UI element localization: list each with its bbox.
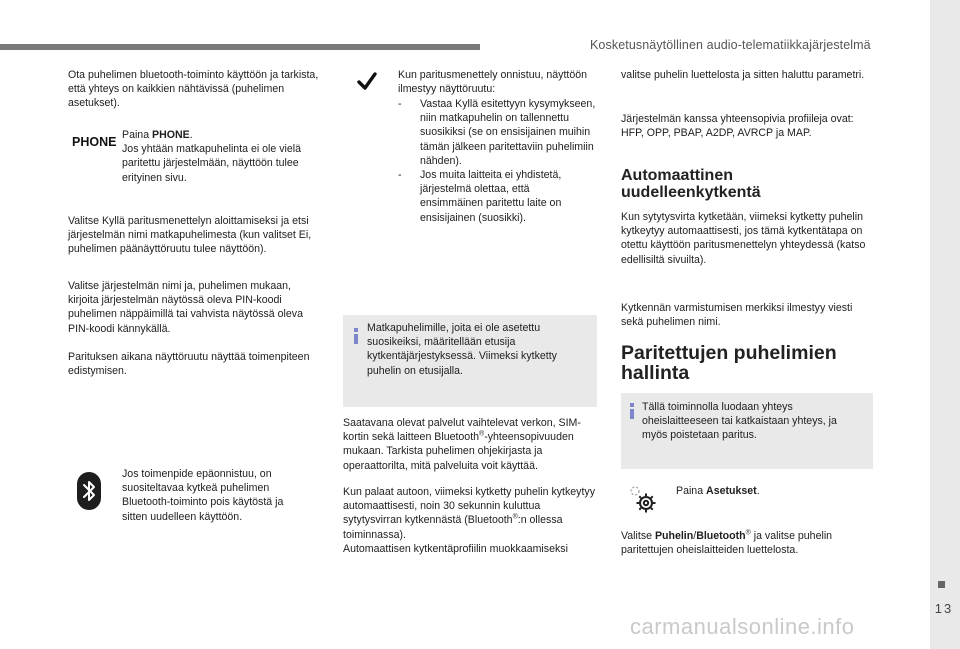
auto-return-paragraph [343,485,599,556]
pairing-success-paragraph: Kun paritusmenettely onnistuu, näyttöön ilmestyy näyttöruutu: [398,69,588,96]
bluetooth-label: Bluetooth [696,530,746,542]
press-suffix: . [189,129,193,141]
auto-return-text-b: :n ollessa toiminnassa). [343,514,563,541]
paired-info-box [621,393,873,469]
select-prefix: Valitse [621,530,655,542]
auto-return-text-a: Kun palaat autoon, viimeksi kytketty puhelin kytkeytyy automaattisesti, noin 30 sekunnin kuluttua sytytysvirran kytkennästä (Bluetooth [343,486,596,527]
connection-confirm-paragraph: Kytkennän varmistumisen merkiksi ilmestyy viesti sekä puhelimen nimi. [621,302,853,329]
watermark: carmanualsonline.info [630,614,855,639]
select-yes-paragraph: Valitse Kyllä paritusmenettelyn aloittamiseksi ja etsi järjestelmän nimi matkapuhelimesta (kun valitset Ei, puhelimen päänäyttöruutu tulee näyttöön). [68,215,312,256]
bullet-favorite: Vastaa Kyllä esitettyyn kysymykseen, niin matkapuhelin on tallennettu suosikiksi (se on ensisijainen muihin tämän jälkeen paritettaviin puhelimiin nähden). [420,98,596,167]
intro-paragraph: Ota puhelimen bluetooth-toiminto käyttöön ja tarkista, että yhteys on kaikkien nähtävissä (puhelimen asetukset). [68,69,319,110]
bluetooth-icon [77,472,101,510]
select-phone-bluetooth-paragraph [621,529,871,557]
gear-icon [628,484,658,514]
priority-info-box [343,315,597,407]
phone-button-icon: PHONE [72,135,117,149]
press-phone-label: PHONE [152,129,190,141]
registered-mark: ® [479,430,485,438]
bullet-dash: - [398,98,402,110]
header-rule [0,44,480,50]
priority-info-text: Matkapuhelimille, joita ei ole asetettu suosikeiksi, määritellään etusija kytkentäjärjestyksessä. Viimeksi kytketty puhelin on etusijalla. [367,322,557,377]
profiles-paragraph: Järjestelmän kanssa yhteensopivia profiileja ovat: HFP, OPP, PBAP, A2DP, AVRCP ja MAP. [621,113,854,140]
info-icon [630,409,634,419]
bluetooth-retry-note: Jos toimenpide epäonnistuu, on suositeltavaa kytkeä puhelimen Bluetooth-toiminto pois käytöstä ja sitten uudelleen käyttöön. [122,468,284,523]
select-suffix: ja valitse puhelin paritettujen oheislaitteiden luettelosta. [621,530,833,557]
phone-label: Puhelin [654,530,694,542]
settings-label: Asetukset [706,485,757,497]
services-text-a: Saatavana olevat palvelut vaihtelevat verkon, SIM-kortin sekä laitteen Bluetooth [343,417,581,444]
bullet-dash: - [398,169,402,181]
page-marker [938,581,945,588]
select-phone-parameter: valitse puhelin luettelosta ja sitten haluttu parametri. [621,69,865,81]
services-text-b: -yhteensopivuuden mukaan. Tarkista puhelimen ohjekirjasta ja operaattorilta, mitä palveluita voit käyttää. [343,431,574,472]
page-sidebar [930,0,960,649]
bullet-default-device: Jos muita laitteita ei yhdistetä, järjestelmä olettaa, että ensimmäinen paritettu laite on ensisijainen (suosikki). [420,169,562,224]
auto-reconnect-paragraph: Kun sytytysvirta kytketään, viimeksi kytketty puhelin kytkeytyy automaattisesti, jos tämä kytkentätapa on otettu käyttöön paritusmenettelyn yhteydessä (katso edellisiltä sivuilta). [621,211,866,266]
page-number: 13 [934,601,954,616]
settings-suffix: . [756,485,760,497]
press-settings-paragraph [676,484,836,498]
registered-mark: ® [745,529,751,537]
heading-paired-phones: Paritettujen puhelimien hallinta [621,342,837,384]
auto-profile-text: Automaattisen kytkentäprofiilin muokkaamiseksi [343,542,568,555]
select-separator: / [693,530,697,542]
press-phone-note: Jos yhtään matkapuhelinta ei ole vielä paritettu järjestelmään, näyttöön tulee erityinen sivu. [122,143,302,184]
select-name-paragraph: Valitse järjestelmän nimi ja, puhelimen mukaan, kirjoita järjestelmän näytössä oleva PIN-koodi puhelimen näppäimillä tai vahvista näytössä oleva PIN-koodi kännykällä. [68,280,303,335]
info-icon [354,334,358,344]
registered-mark: ® [512,513,518,521]
pairing-progress-paragraph: Parituksen aikana näyttöruutu näyttää toimenpiteen edistymisen. [68,351,310,378]
checkmark-icon [357,71,377,91]
press-prefix: Paina [122,129,153,141]
settings-prefix: Paina [676,485,707,497]
press-phone-paragraph [122,128,322,185]
heading-auto-reconnect: Automaattinen uudelleenkytkentä [621,167,761,201]
header-title: Kosketusnäytöllinen audio-telematiikkajärjestelmä [590,38,871,52]
paired-info-text: Tällä toiminnolla luodaan yhteys oheislaitteeseen tai katkaistaan yhteys, ja myös poistetaan paritus. [642,401,837,442]
services-paragraph [343,416,597,473]
